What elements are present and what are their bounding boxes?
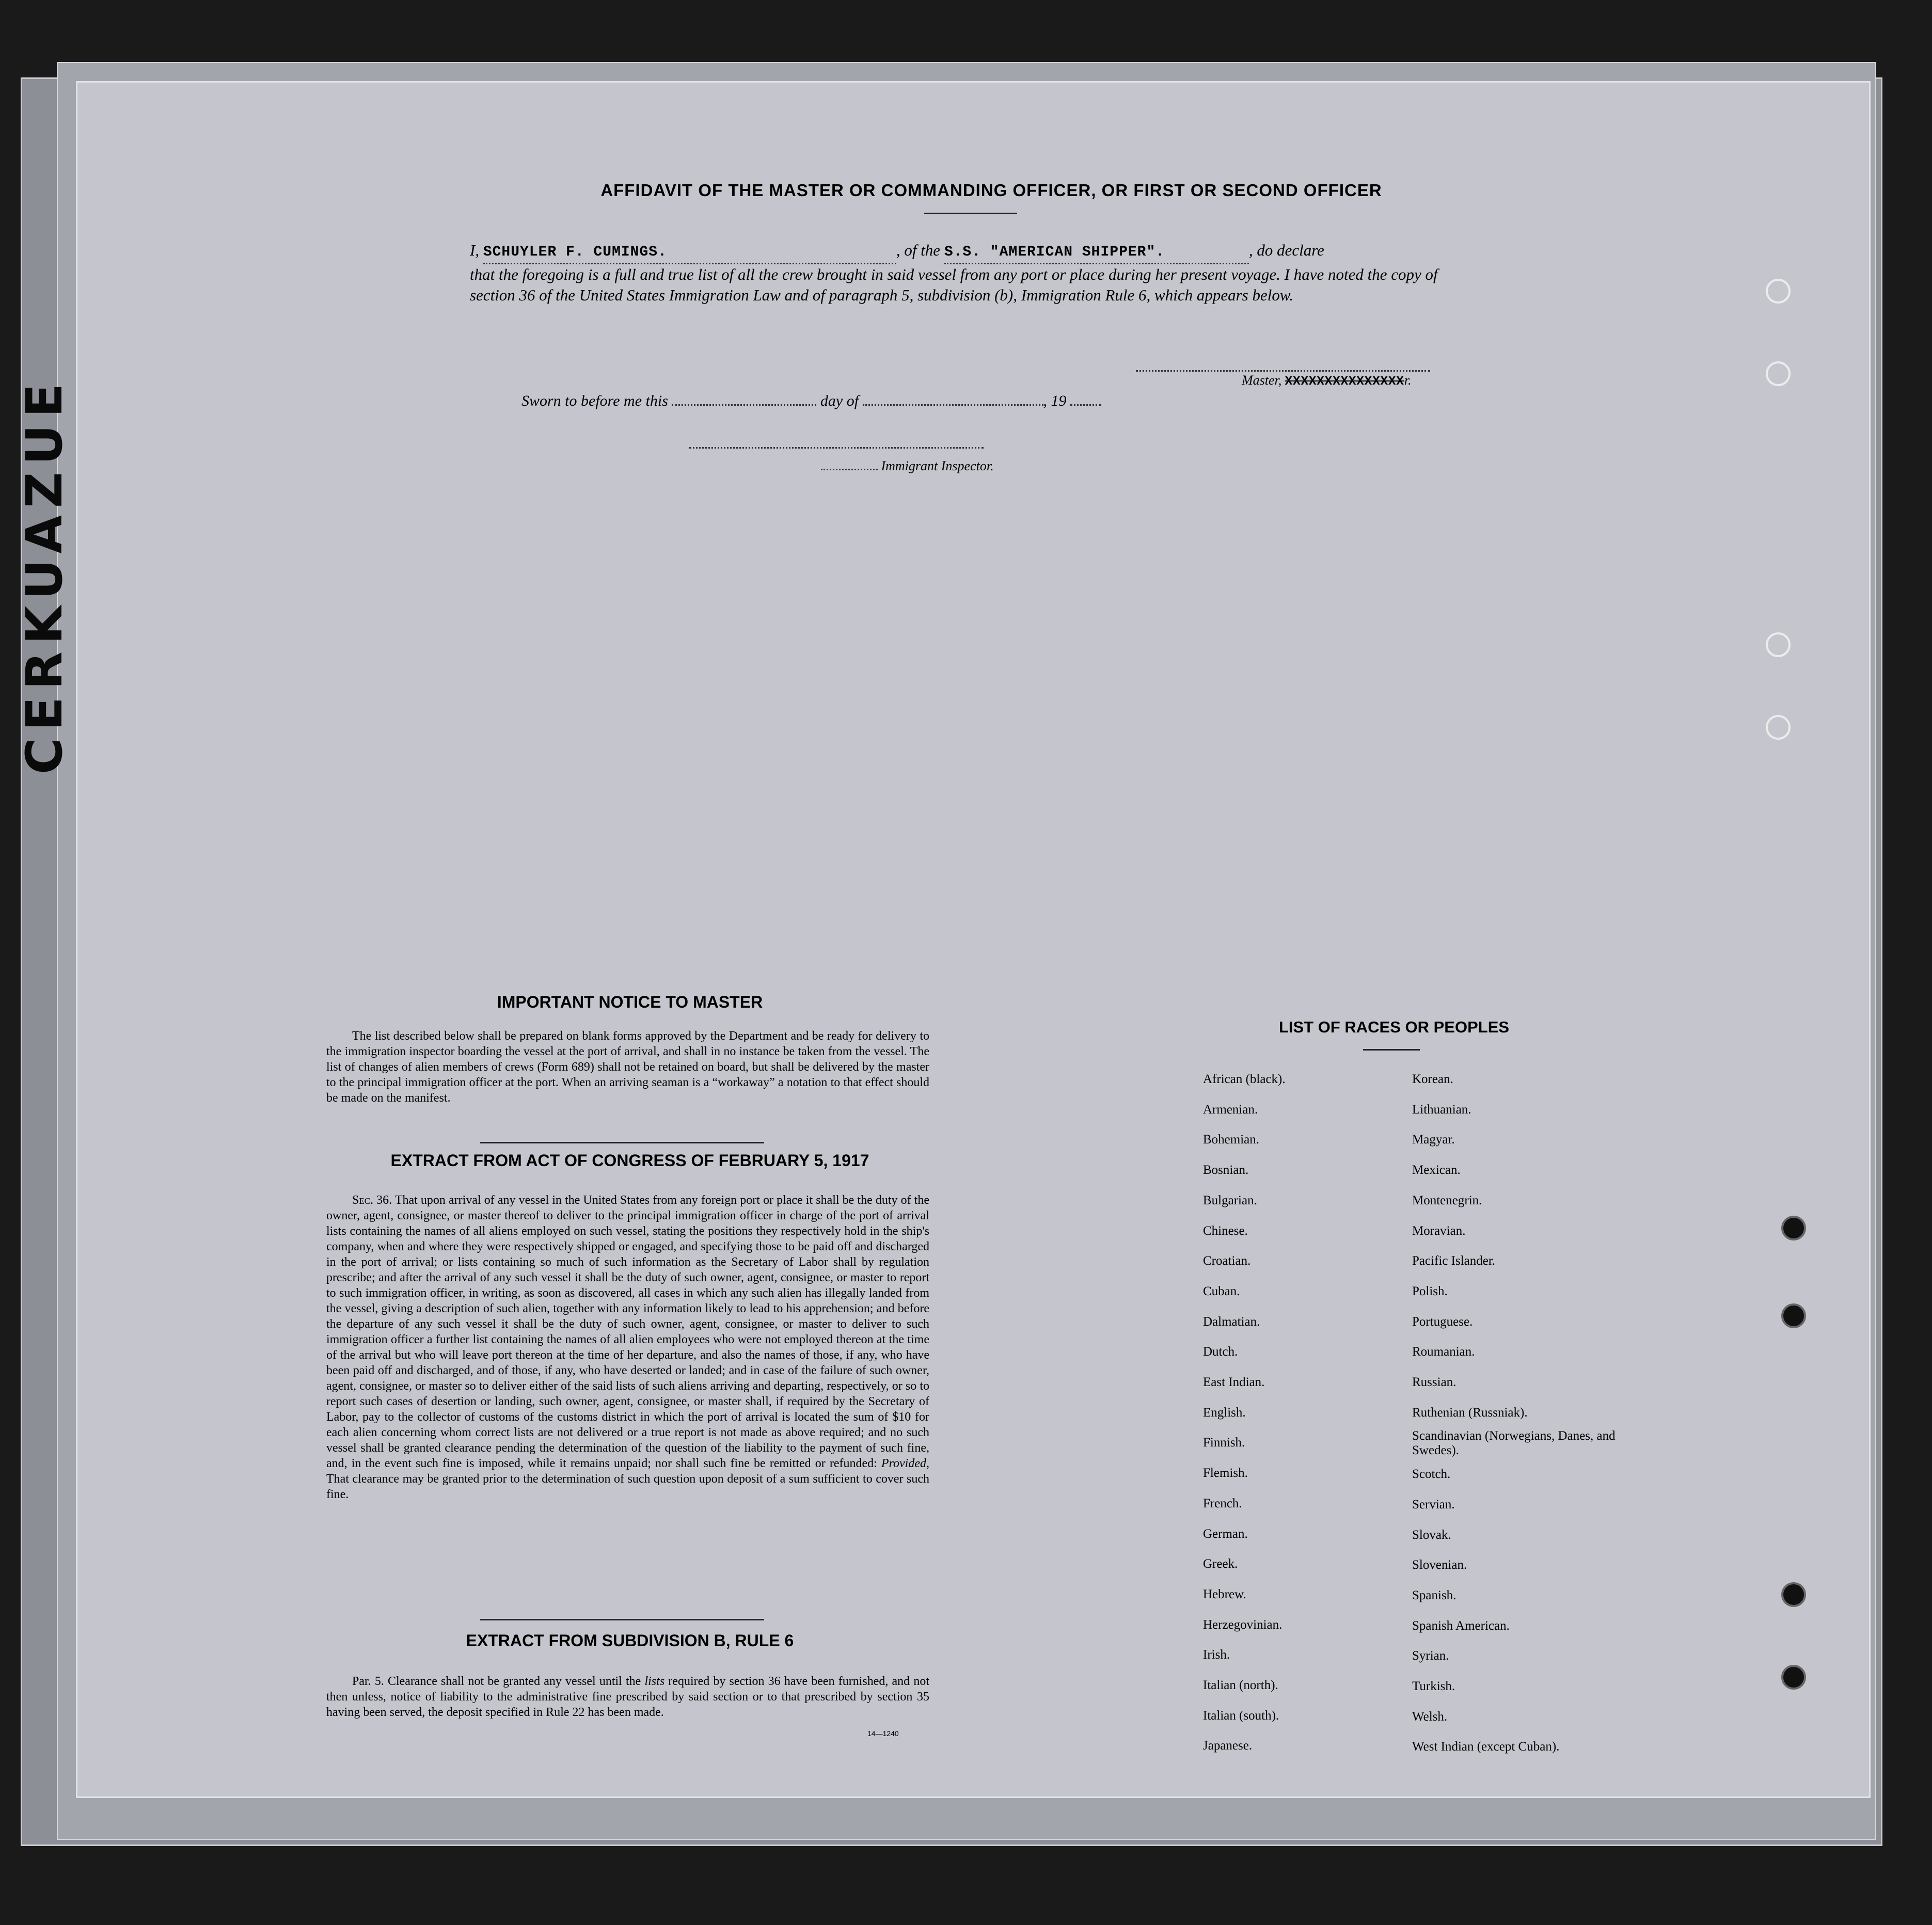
provided-word: Provided, [881, 1457, 929, 1470]
rule-extract-text-end: required by section 36 have been furnished, and not then unless, notice of liability to the administrative fine prescribed by said section or to that prescribed by section 35 having been served, the deposit specified in Rule 22 has been made. [326, 1675, 929, 1719]
inspector-caption [821, 458, 994, 474]
race-item: Dalmatian. [1203, 1314, 1260, 1329]
race-item: Spanish. [1412, 1588, 1456, 1602]
lists-word: lists [644, 1675, 665, 1688]
race-item: Spanish American. [1412, 1618, 1510, 1633]
notice-body: The list described below shall be prepared on blank forms approved by the Department and be ready for delivery to the immigration inspector boarding the vessel at the port of arrival, and shall in no instance be taken from the vessel. The list of changes of alien members of crews (Form 689) shall not be retained on board, but shall be delivered by the master to the principal immigration officer at the port. When an arriving seaman is a “workaway” a notation to that effect should be made on the manifest. [326, 1029, 929, 1105]
master-signature-caption [1242, 373, 1412, 389]
race-item: Russian. [1412, 1375, 1456, 1390]
vessel-name-field [944, 240, 1249, 264]
race-item: German. [1203, 1526, 1248, 1541]
bleed-through-mark [1286, 201, 1750, 222]
affidavit-title: AFFIDAVIT OF THE MASTER OR COMMANDING OFFICER, OR FIRST OR SECOND OFFICER [600, 181, 1382, 200]
race-item: Armenian. [1203, 1102, 1258, 1117]
race-item: Bulgarian. [1203, 1193, 1257, 1207]
section-label: Sec. 36. [352, 1194, 392, 1207]
race-item: Magyar. [1412, 1133, 1455, 1147]
act-extract-title: EXTRACT FROM ACT OF CONGRESS OF FEBRUARY 5, 1917 [390, 1151, 869, 1170]
race-item: Bohemian. [1203, 1133, 1260, 1147]
race-item: English. [1203, 1405, 1246, 1420]
punch-hole [1781, 1665, 1806, 1690]
master-label: Master, [1242, 373, 1282, 388]
sworn-year-field [1070, 404, 1101, 406]
race-item: Mexican. [1412, 1163, 1461, 1178]
race-item: Hebrew. [1203, 1587, 1246, 1601]
races-divider [1363, 1049, 1420, 1051]
declare-label: , do declare [1248, 241, 1324, 259]
affidavit-body: that the foregoing is a full and true list of all the crew brought in said vessel from any port or place during her present voyage. I have noted the copy of section 36 of the United States Immigration Law and of paragraph 5, subdivision (b), Immigration Rule 6, which appears below. [470, 265, 1438, 304]
races-right-column [1412, 1064, 1629, 1762]
master-struck-title: XXXXXXXXXXXXXXX [1285, 375, 1404, 389]
race-item: West Indian (except Cuban). [1412, 1740, 1560, 1754]
race-item: Italian (north). [1203, 1678, 1278, 1693]
sworn-prefix: Sworn to before me this [521, 392, 668, 409]
race-item: Slovak. [1412, 1528, 1451, 1542]
notice-title: IMPORTANT NOTICE TO MASTER [497, 993, 763, 1011]
race-item: Korean. [1412, 1072, 1453, 1086]
rule-extract-text: Par. 5. Clearance shall not be granted any vessel until the [352, 1675, 645, 1688]
race-item: French. [1203, 1496, 1242, 1510]
sworn-day-field [672, 404, 816, 406]
affidavit-pronoun: I, [470, 241, 480, 259]
side-annotation: CERKUAZUE [15, 376, 73, 774]
inspector-dots [821, 469, 878, 470]
affidavit-statement [470, 240, 1466, 306]
race-item: Pacific Islander. [1412, 1254, 1496, 1268]
race-item: Chinese. [1203, 1223, 1248, 1238]
vessel-name: S.S. "AMERICAN SHIPPER". [944, 244, 1165, 260]
race-item: Lithuanian. [1412, 1102, 1471, 1117]
inspector-label: Immigrant Inspector. [881, 458, 994, 473]
punch-hole [1766, 361, 1791, 386]
sworn-line [521, 392, 1101, 410]
punch-hole [1781, 1582, 1806, 1607]
race-item: East Indian. [1203, 1375, 1265, 1390]
race-item: Turkish. [1412, 1679, 1455, 1694]
master-label-end: r. [1404, 373, 1412, 388]
race-item: Herzegovinian. [1203, 1617, 1282, 1632]
race-item: Portuguese. [1412, 1314, 1473, 1329]
rule-extract-body [326, 1674, 929, 1720]
race-item: African (black). [1203, 1072, 1286, 1086]
year-prefix: , 19 [1043, 392, 1067, 409]
punch-hole [1781, 1216, 1806, 1240]
race-item: Slovenian. [1412, 1558, 1467, 1572]
punch-hole [1766, 632, 1791, 657]
races-title: LIST OF RACES OR PEOPLES [1278, 1018, 1510, 1036]
master-name-field [483, 240, 896, 264]
race-item: Irish. [1203, 1648, 1230, 1662]
race-item: Finnish. [1203, 1436, 1245, 1450]
of-the-label: , of the [896, 241, 941, 259]
race-item: Servian. [1412, 1497, 1455, 1512]
inspector-signature-line [689, 447, 984, 449]
race-item: Scotch. [1412, 1467, 1451, 1482]
act-divider [480, 1619, 764, 1620]
race-item: Syrian. [1412, 1649, 1449, 1663]
day-of-label: day of [820, 392, 859, 409]
race-item: Ruthenian (Russniak). [1412, 1405, 1528, 1420]
punch-hole [1766, 279, 1791, 304]
race-item: Bosnian. [1203, 1163, 1249, 1178]
race-item: Roumanian. [1412, 1345, 1475, 1359]
form-number: 14—1240 [867, 1729, 899, 1738]
race-item: Montenegrin. [1412, 1193, 1482, 1207]
act-extract-text: That upon arrival of any vessel in the United States from any foreign port or place it shall be the duty of the owner, agent, consignee, or master thereof to deliver to the principal immigration officer in charge of the port of arrival lists containing the names of all aliens employed on such vessel, stating the positions they respectively hold in the ship's company, when and where they were respectively shipped or engaged, and specifying those to be paid off and discharged in the port of arrival; or lists containing so much of such information as the Secretary of Labor shall by regulation prescribe; and after the arrival of any such vessel it shall be the duty of such owner, agent, consignee, or master to report to such immigration officer, in writing, as soon as discovered, all cases in which any such alien has illegally landed from the vessel, giving a description of such alien, together with any information likely to lead to his apprehension; and before the departure of any such vessel it shall be the duty of such owner, agent, consignee, or master to deliver to such immigration officer a further list containing the names of all alien employees who were not employed thereon at the time of the arrival but who will leave port thereon at the time of her departure, and also the names of those, if any, who have been paid off and discharged, and of those, if any, who have deserted or landed; and in case of the failure of such owner, agent, consignee, or master so to deliver either of the said lists of such aliens arriving and departing, respectively, or so to report such cases of desertion or landing, such owner, agent, consignee, or master shall, if required by the Secretary of Labor, pay to the collector of customs of the customs district in which the port of arrival is located the sum of $10 for each alien concerning whom correct lists are not delivered or a true report is not made as above required; and no such vessel shall be granted clearance pending the determination of the question of the liability to the payment of such fine, and, in the event such fine is imposed, while it remains unpaid; nor shall such fine be remitted or refunded: [326, 1194, 929, 1470]
race-item: Welsh. [1412, 1709, 1448, 1724]
race-item: Scandinavian (Norwegians, Danes, and Swedes). [1412, 1429, 1616, 1458]
race-item: Cuban. [1203, 1284, 1240, 1298]
race-item: Dutch. [1203, 1345, 1238, 1359]
act-extract-text-end: That clearance may be granted prior to the determination of such question upon deposit of a sum sufficient to cover such fine. [326, 1472, 929, 1501]
rule-extract-title: EXTRACT FROM SUBDIVISION B, RULE 6 [466, 1631, 794, 1650]
sworn-month-field [863, 404, 1043, 406]
race-item: Italian (south). [1203, 1708, 1279, 1723]
punch-hole [1766, 715, 1791, 740]
races-left-column [1203, 1064, 1399, 1761]
race-item: Moravian. [1412, 1223, 1466, 1238]
race-item: Polish. [1412, 1284, 1448, 1298]
punch-hole [1781, 1303, 1806, 1328]
race-item: Japanese. [1203, 1739, 1253, 1753]
race-item: Greek. [1203, 1557, 1238, 1571]
title-underline [924, 213, 1017, 214]
master-name: SCHUYLER F. CUMINGS. [483, 244, 667, 260]
master-signature-line [1136, 370, 1430, 372]
race-item: Croatian. [1203, 1254, 1251, 1268]
act-extract-body [326, 1192, 929, 1502]
race-item: Flemish. [1203, 1466, 1248, 1481]
notice-divider [480, 1142, 764, 1143]
